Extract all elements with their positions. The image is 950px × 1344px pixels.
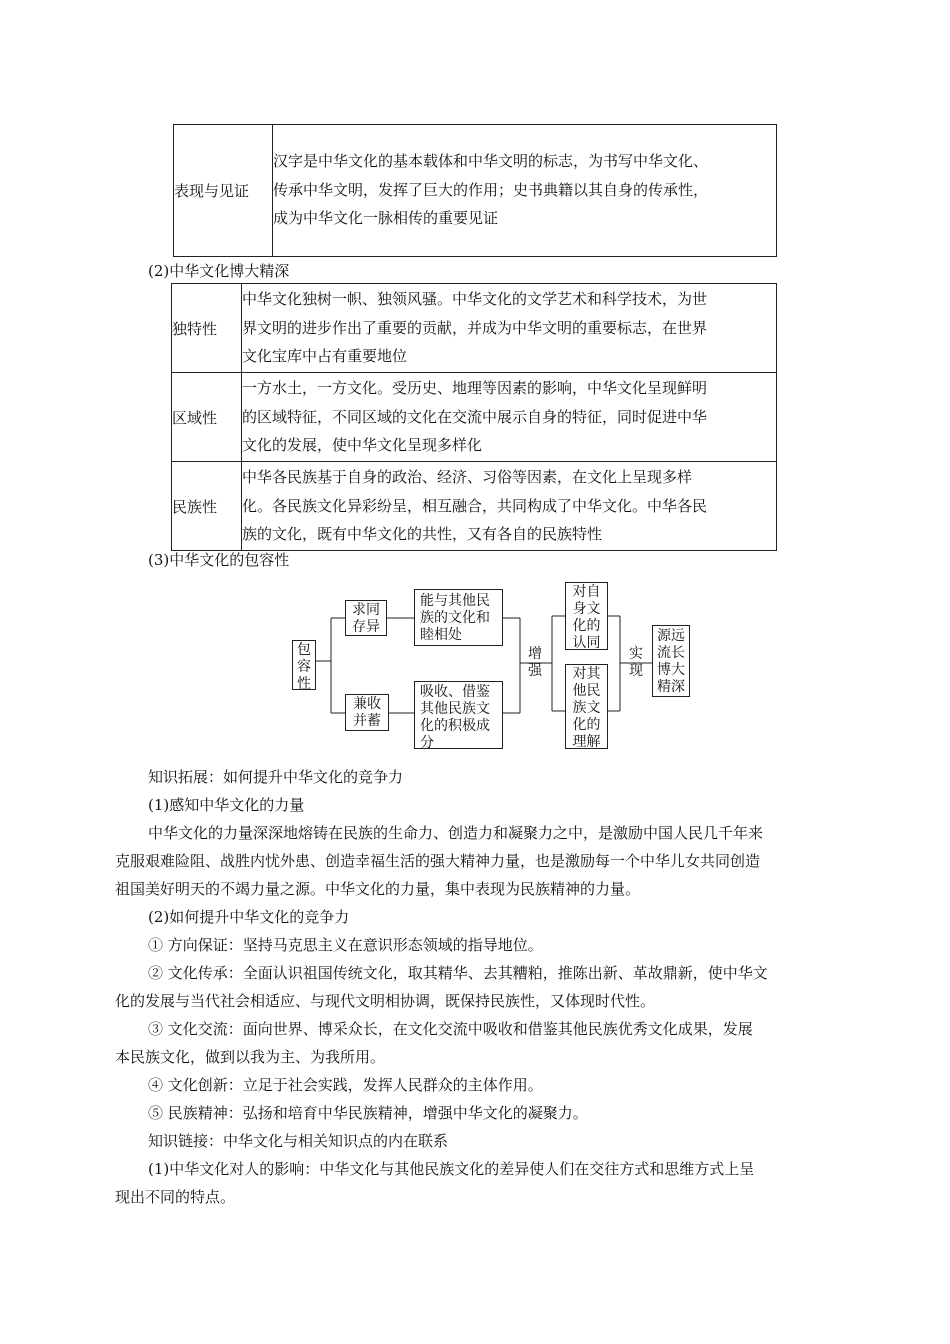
diagram-result1-box: 对自身文化的认同 xyxy=(565,582,608,650)
paragraph-line: 现出不同的特点。 xyxy=(115,1188,236,1206)
list-item: ② 文化传承：全面认识祖国传统文化，取其精华、去其糟粕，推陈出新、革故鼎新，使中华文 xyxy=(148,964,768,982)
diagram-root-box: 包容性 xyxy=(292,640,316,690)
paragraph-line: 本民族文化，做到以我为主、为我所用。 xyxy=(115,1048,386,1066)
list-item: ⑤ 民族精神：弘扬和培育中华民族精神，增强中华文化的凝聚力。 xyxy=(148,1104,588,1122)
knowledge-expansion-heading: 知识拓展：如何提升中华文化的竞争力 xyxy=(148,768,404,786)
row-label: 表现与见证 xyxy=(174,125,273,257)
diagram-result2-box: 对其他民族文化的理解 xyxy=(565,664,608,749)
paragraph-line: 祖国美好明天的不竭力量之源。中华文化的力量，集中表现为民族精神的力量。 xyxy=(115,880,641,898)
paragraph-line: 化的发展与当代社会相适应、与现代文明相协调，既保持民族性，又体现时代性。 xyxy=(115,992,656,1010)
diagram-enhance-label: 增强 xyxy=(528,646,542,679)
diagram-branch1-box: 求同存异 xyxy=(345,600,387,636)
paragraph-line: 克服艰难险阻、战胜内忧外患、创造幸福生活的强大精神力量，也是激励每一个中华儿女共同创造 xyxy=(115,852,761,870)
diagram-branch2-box: 兼收并蓄 xyxy=(345,694,389,731)
row-label: 区域性 xyxy=(172,373,242,462)
diagram-branch2-desc-box: 吸收、借鉴其他民族文化的积极成分 xyxy=(414,681,503,749)
section-heading-2: (2)中华文化博大精深 xyxy=(148,262,290,280)
paragraph-line: (1)中华文化对人的影响：中华文化与其他民族文化的差异使人们在交往方式和思维方式上呈 xyxy=(148,1160,755,1178)
row-text: 一方水土，一方文化。受历史、地理等因素的影响，中华文化呈现鲜明 的区域特征，不同区域的文化在交流中展示自身的特征，同时促进中华 文化的发展，使中华文化呈现多样化 xyxy=(242,373,777,462)
knowledge-link-heading: 知识链接：中华文化与相关知识点的内在联系 xyxy=(148,1132,449,1150)
list-item: ④ 文化创新：立足于社会实践，发挥人民群众的主体作用。 xyxy=(148,1076,543,1094)
paragraph-line: 中华文化的力量深深地熔铸在民族的生命力、创造力和凝聚力之中，是激励中国人民几千年来 xyxy=(148,824,764,842)
list-item: ① 方向保证：坚持马克思主义在意识形态领域的指导地位。 xyxy=(148,936,543,954)
row-label: 民族性 xyxy=(172,462,242,551)
row-text: 汉字是中华文化的基本载体和中华文明的标志，为书写中华文化、 传承中华文明，发挥了巨大的作用；史书典籍以其自身的传承性， 成为中华文化一脉相传的重要见证 xyxy=(273,125,777,257)
subheading: (2)如何提升中华文化的竞争力 xyxy=(148,908,350,926)
section-heading-3: (3)中华文化的包容性 xyxy=(148,551,290,569)
diagram-final-box: 源远流长博大精深 xyxy=(652,625,690,697)
subheading: (1)感知中华文化的力量 xyxy=(148,796,305,814)
row-text: 中华各民族基于自身的政治、经济、习俗等因素，在文化上呈现多样 化。各民族文化异彩纷呈，相互融合，共同构成了中华文化。中华各民 族的文化，既有中华文化的共性，又有各自的民族特性 xyxy=(242,462,777,551)
row-label: 独特性 xyxy=(172,284,242,373)
list-item: ③ 文化交流：面向世界、博采众长，在文化交流中吸收和借鉴其他民族优秀文化成果，发展 xyxy=(148,1020,753,1038)
diagram-branch1-desc-box: 能与其他民族的文化和睦相处 xyxy=(414,589,503,646)
row-text: 中华文化独树一帜、独领风骚。中华文化的文学艺术和科学技术，为世 界文明的进步作出了重要的贡献，并成为中华文明的重要标志，在世界 文化宝库中占有重要地位 xyxy=(242,284,777,373)
diagram-realize-label: 实现 xyxy=(629,646,643,679)
